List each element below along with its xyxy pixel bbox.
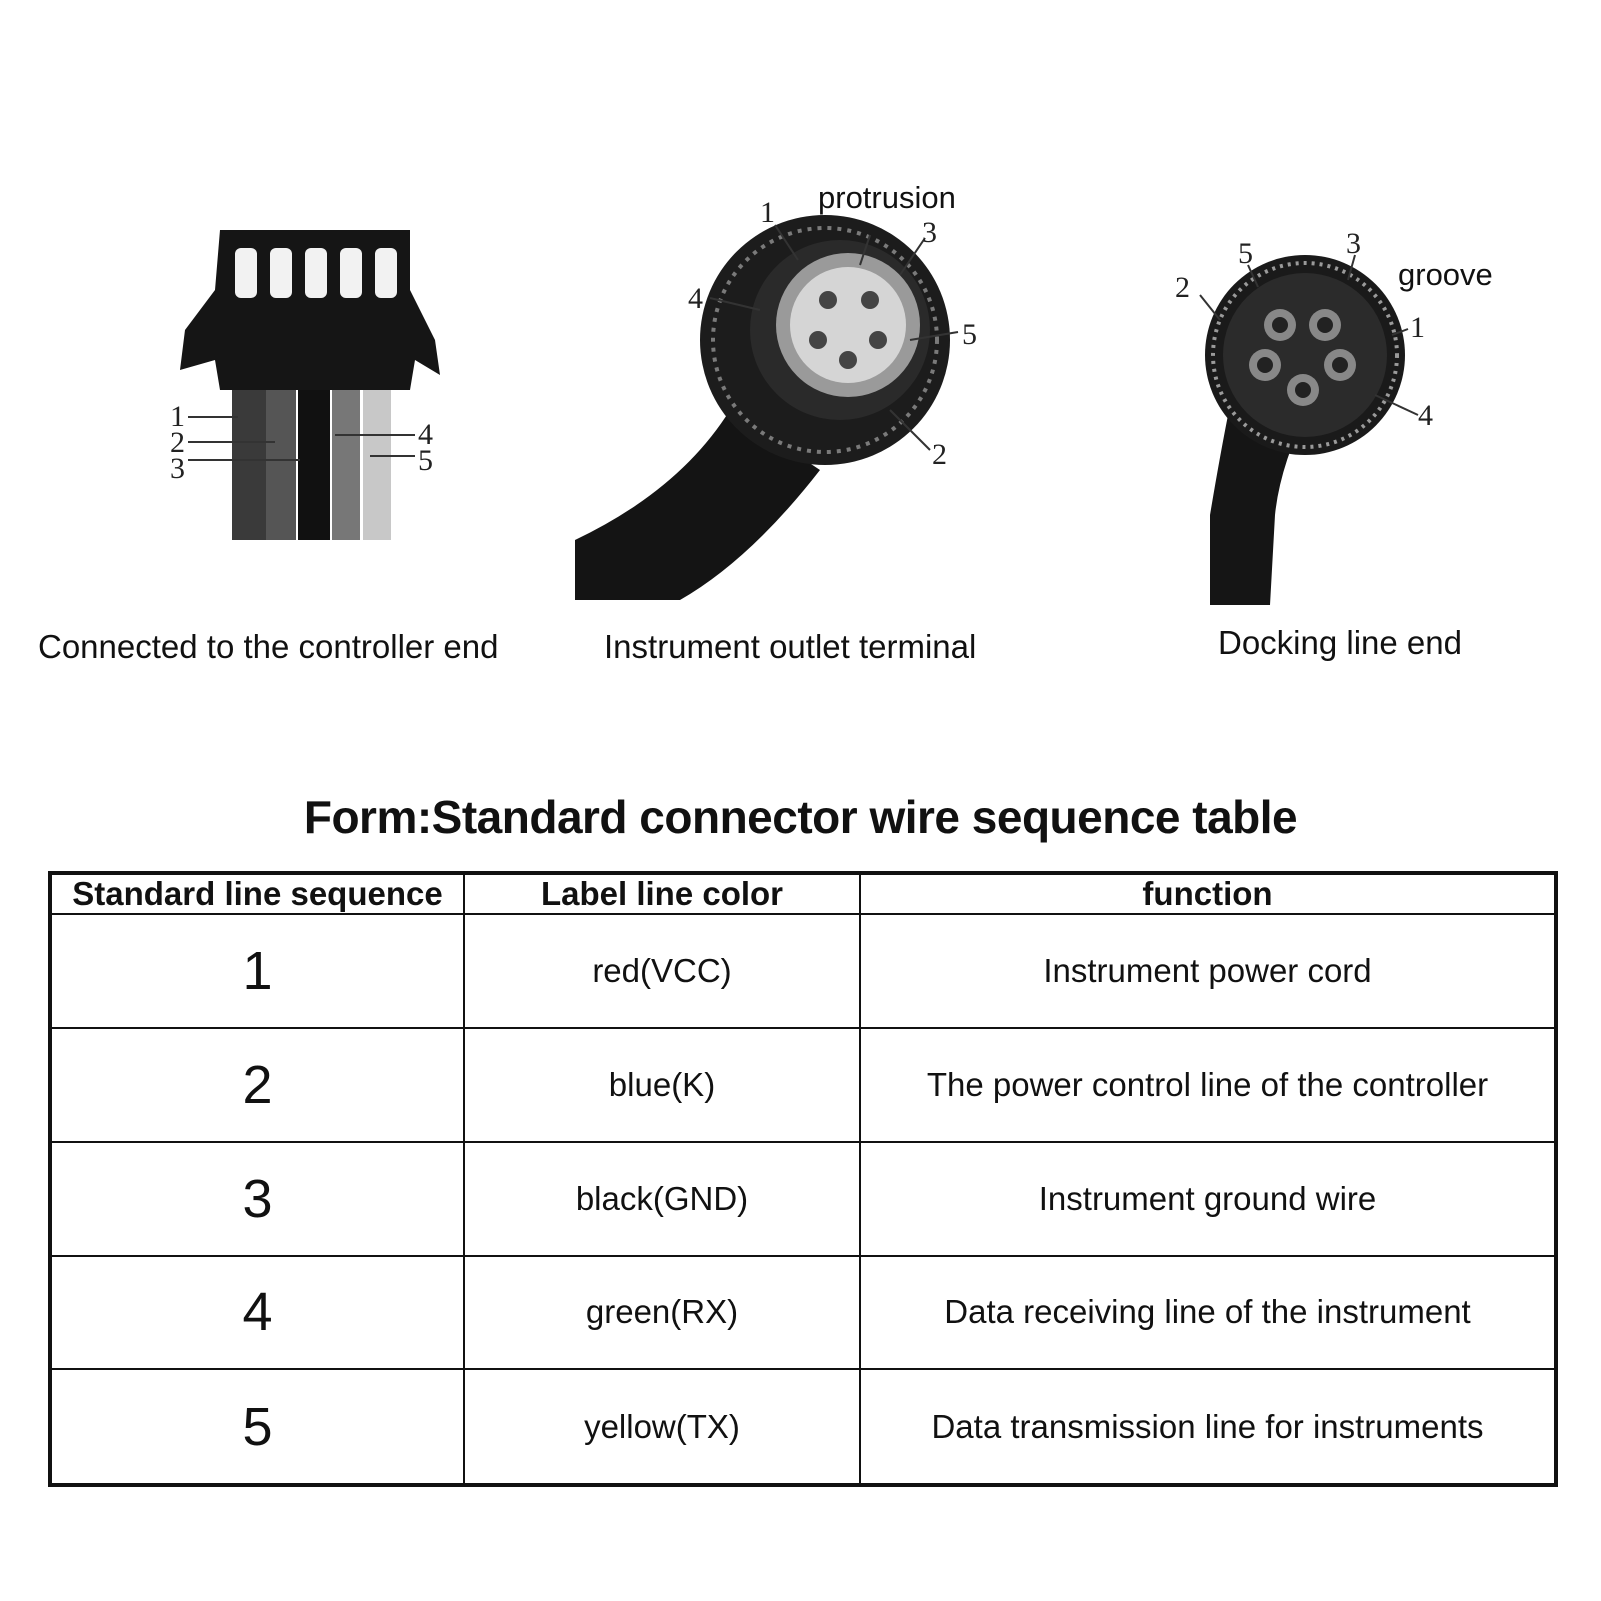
header-line-color: Label line color xyxy=(464,873,860,914)
cell-function: Instrument power cord xyxy=(860,914,1556,1028)
pin-label-1: 1 xyxy=(170,400,185,433)
table-row xyxy=(50,1256,1556,1370)
cell-sequence: 4 xyxy=(50,1256,464,1370)
table-row xyxy=(50,1028,1556,1142)
header-line-sequence: Standard line sequence xyxy=(50,873,464,914)
instrument-outlet-figure xyxy=(560,180,1030,600)
pin-label-5: 5 xyxy=(962,318,977,351)
cell-color: yellow(TX) xyxy=(464,1369,860,1485)
cell-color: black(GND) xyxy=(464,1142,860,1256)
cell-sequence: 1 xyxy=(50,914,464,1028)
cell-function: Data transmission line for instruments xyxy=(860,1369,1556,1485)
cell-sequence: 3 xyxy=(50,1142,464,1256)
pin-label-4: 4 xyxy=(418,418,433,451)
caption-instrument-outlet: Instrument outlet terminal xyxy=(604,628,977,665)
docking-line-figure xyxy=(1160,225,1540,605)
pin-label-1: 1 xyxy=(760,196,775,229)
cell-function: The power control line of the controller xyxy=(860,1028,1556,1142)
table-header-row xyxy=(50,873,1556,914)
groove-label: groove xyxy=(1398,257,1493,292)
table-row xyxy=(50,914,1556,1028)
caption-controller-end: Connected to the controller end xyxy=(38,628,499,665)
pin-label-3: 3 xyxy=(1346,227,1361,260)
cell-color: red(VCC) xyxy=(464,914,860,1028)
table-row xyxy=(50,1142,1556,1256)
cell-sequence: 5 xyxy=(50,1369,464,1485)
pin-label-3: 3 xyxy=(170,452,185,485)
pin-label-5: 5 xyxy=(1238,237,1253,270)
table-title: Form:Standard connector wire sequence table xyxy=(303,791,1298,843)
pin-label-2: 2 xyxy=(932,438,947,471)
cell-color: blue(K) xyxy=(464,1028,860,1142)
controller-connector-figure xyxy=(160,220,460,560)
cell-function: Instrument ground wire xyxy=(860,1142,1556,1256)
pin-label-3: 3 xyxy=(922,216,937,249)
wire-sequence-table xyxy=(48,871,1558,1487)
pin-label-2: 2 xyxy=(170,426,185,459)
table-row xyxy=(50,1369,1556,1485)
pin-label-1: 1 xyxy=(1410,311,1425,344)
pin-label-4: 4 xyxy=(1418,399,1433,432)
caption-docking-line: Docking line end xyxy=(1218,624,1462,661)
pin-label-4: 4 xyxy=(688,282,703,315)
pin-label-5: 5 xyxy=(418,444,433,477)
pin-label-2: 2 xyxy=(1175,271,1190,304)
cell-sequence: 2 xyxy=(50,1028,464,1142)
protrusion-label: protrusion xyxy=(818,180,956,215)
cell-color: green(RX) xyxy=(464,1256,860,1370)
cell-function: Data receiving line of the instrument xyxy=(860,1256,1556,1370)
header-function: function xyxy=(860,873,1556,914)
